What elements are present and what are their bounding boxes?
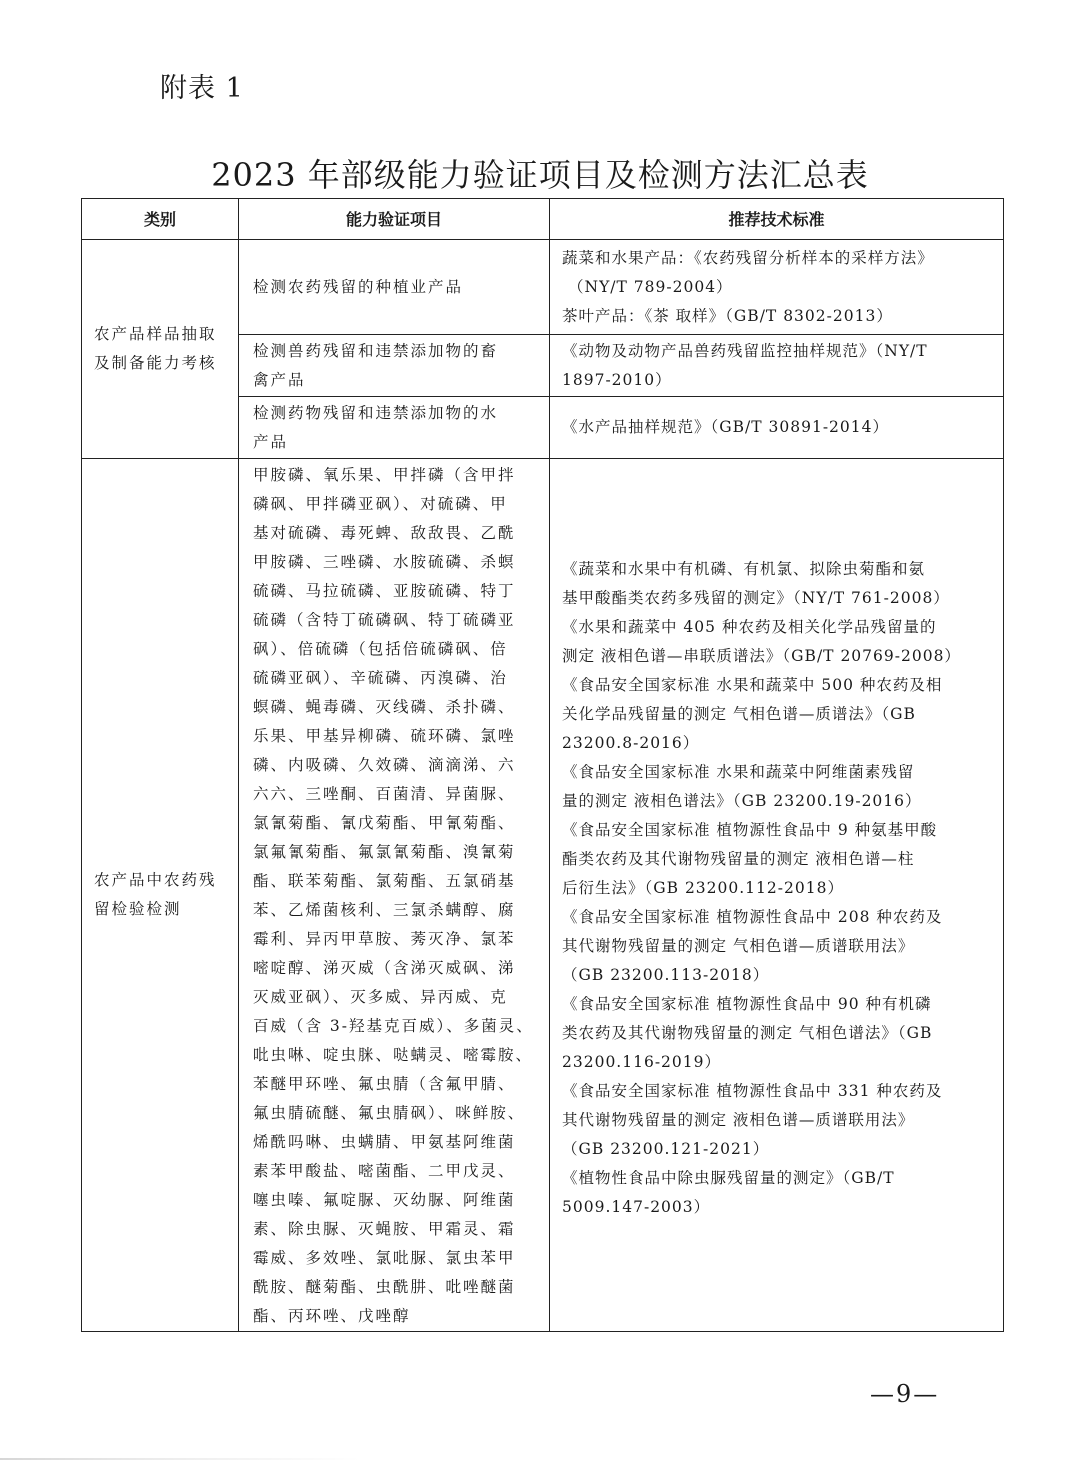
page-number: —9— [870, 1380, 940, 1408]
pesticide-line: 吡虫啉、啶虫脒、哒螨灵、嘧霉胺、 [253, 1046, 534, 1064]
project-line: 检测药物残留和违禁添加物的水 [253, 403, 499, 422]
standard-line: 5009.147-2003） [562, 1198, 711, 1216]
standard-line: 后衍生法》（GB 23200.112-2018） [562, 879, 844, 897]
pesticide-line: 苯醚甲环唑、氟虫腈（含氟甲腈、 [253, 1075, 516, 1093]
pesticide-line: 磷、内吸磷、久效磷、滴滴涕、六 [253, 756, 516, 774]
standard-cell [550, 335, 1004, 397]
pesticide-line: 乐果、甲基异柳磷、硫环磷、氯唑 [253, 727, 516, 745]
standard-line: 《食品安全国家标准 水果和蔬菜中阿维菌素残留 [562, 763, 915, 781]
header-standard: 推荐技术标准 [550, 199, 1004, 240]
pesticide-line: 酯、联苯菊酯、氯菊酯、五氯硝基 [253, 872, 516, 890]
standard-line: （NY/T 789-2004） [568, 277, 733, 296]
standard-line: （GB 23200.113-2018） [562, 966, 770, 984]
pesticide-line: 基对硫磷、毒死蜱、敌敌畏、乙酰 [253, 524, 516, 542]
pesticide-line: 氟虫腈硫醚、氟虫腈砜）、咪鲜胺、 [253, 1104, 526, 1122]
pesticide-line: 素、除虫脲、灭蝇胺、甲霜灵、霜 [253, 1220, 516, 1238]
pesticide-line: 氯氟氰菊酯、氟氯氰菊酯、溴氰菊 [253, 843, 516, 861]
standard-line: （GB 23200.121-2021） [562, 1140, 770, 1158]
standard-line: 《食品安全国家标准 植物源性食品中 208 种农药及 [562, 908, 943, 926]
category-cell-sampling [82, 240, 239, 459]
standard-line: 《食品安全国家标准 水果和蔬菜中 500 种农药及相 [562, 676, 943, 694]
standard-line: 基甲酸酯类农药多残留的测定》（NY/T 761-2008） [562, 589, 950, 607]
appendix-label: 附表 1 [160, 73, 244, 104]
pesticide-line: 霉利、异丙甲草胺、莠灭净、氯苯 [253, 930, 516, 948]
standard-line: 《水产品抽样规范》（GB/T 30891-2014） [562, 418, 890, 436]
pesticide-line: 噻虫嗪、氟啶脲、灭幼脲、阿维菌 [253, 1191, 516, 1209]
table-header-row [82, 199, 1004, 240]
project-line: 产品 [253, 432, 289, 451]
standard-line: 《蔬菜和水果中有机磷、有机氯、拟除虫菊酯和氨 [562, 560, 926, 578]
pesticide-line: 酰胺、醚菊酯、虫酰肼、吡唑醚菌 [253, 1278, 516, 1296]
standard-cell [550, 240, 1004, 335]
pesticide-list-cell [239, 459, 550, 1332]
summary-table [81, 198, 1004, 1332]
standard-line: 1897-2010） [562, 370, 672, 389]
pesticide-line: 砜）、倍硫磷（包括倍硫磷砜、倍 [253, 640, 508, 658]
table-row [82, 240, 1004, 335]
standard-line: 其代谢物残留量的测定 气相色谱—质谱联用法》 [562, 937, 915, 955]
pesticide-line: 硫磷、马拉硫磷、亚胺硫磷、特丁 [253, 582, 516, 600]
project-cell [239, 335, 550, 397]
pesticide-line: 六六、三唑酮、百菌清、异菌脲、 [253, 785, 516, 803]
pesticide-line: 螟磷、蝇毒磷、灭线磷、杀扑磷、 [253, 698, 516, 716]
standard-line: 类农药及其代谢物残留量的测定 气相色谱法》（GB [562, 1024, 933, 1042]
pesticide-line: 甲胺磷、三唑磷、水胺硫磷、杀螟 [253, 553, 516, 571]
standard-line: 蔬菜和水果产品：《农药残留分析样本的采样方法》 [562, 248, 934, 267]
header-project: 能力验证项目 [239, 199, 550, 240]
table-row [82, 459, 1004, 1332]
standard-line: 《水果和蔬菜中 405 种农药及相关化学品残留量的 [562, 618, 937, 636]
pesticide-line: 嘧啶醇、涕灭威（含涕灭威砜、涕 [253, 959, 516, 977]
scan-edge-artifact [0, 1458, 360, 1460]
standard-line: 23200.116-2019） [562, 1053, 722, 1071]
header-category: 类别 [82, 199, 239, 240]
category-cell-pesticide [82, 459, 239, 1332]
pesticide-line: 酯、丙环唑、戊唑醇 [253, 1307, 411, 1325]
standard-line: 《动物及动物产品兽药残留监控抽样规范》（NY/T [562, 341, 928, 360]
category-line: 及制备能力考核 [94, 354, 217, 372]
standard-line: 量的测定 液相色谱法》（GB 23200.19-2016） [562, 792, 922, 810]
project-cell [239, 397, 550, 459]
project-line: 禽产品 [253, 370, 306, 389]
pesticide-line: 磷砜、甲拌磷亚砜）、对硫磷、甲 [253, 495, 508, 513]
standard-line: 23200.8-2016） [562, 734, 700, 752]
category-line: 留检验检测 [94, 900, 182, 918]
standard-line: 《植物性食品中除虫脲残留量的测定》（GB/T [562, 1169, 895, 1187]
standard-line: 《食品安全国家标准 植物源性食品中 90 种有机磷 [562, 995, 932, 1013]
standard-line: 其代谢物残留量的测定 液相色谱—质谱联用法》 [562, 1111, 915, 1129]
pesticide-line: 霉威、多效唑、氯吡脲、氯虫苯甲 [253, 1249, 516, 1267]
standard-line: 《食品安全国家标准 植物源性食品中 331 种农药及 [562, 1082, 943, 1100]
standard-line: 《食品安全国家标准 植物源性食品中 9 种氨基甲酸 [562, 821, 938, 839]
pesticide-line: 甲胺磷、氧乐果、甲拌磷（含甲拌 [253, 466, 516, 484]
project-cell [239, 240, 550, 335]
pesticide-line: 素苯甲酸盐、嘧菌酯、二甲戊灵、 [253, 1162, 516, 1180]
pesticide-line: 氯氰菊酯、氰戊菊酯、甲氰菊酯、 [253, 814, 516, 832]
pesticide-line: 百威（含 3-羟基克百威）、多菌灵、 [253, 1017, 534, 1035]
project-line: 检测兽药残留和违禁添加物的畜 [253, 341, 499, 360]
pesticide-line: 烯酰吗啉、虫螨腈、甲氨基阿维菌 [253, 1133, 516, 1151]
standard-line: 关化学品残留量的测定 气相色谱—质谱法》（GB [562, 705, 916, 723]
pesticide-line: 灭威亚砜）、灭多威、异丙威、克 [253, 988, 508, 1006]
standard-line: 酯类农药及其代谢物残留量的测定 液相色谱—柱 [562, 850, 915, 868]
standard-line: 茶叶产品：《茶 取样》（GB/T 8302-2013） [562, 306, 893, 325]
pesticide-line: 硫磷（含特丁硫磷砜、特丁硫磷亚 [253, 611, 516, 629]
standard-cell [550, 397, 1004, 459]
pesticide-line: 苯、乙烯菌核利、三氯杀螨醇、腐 [253, 901, 516, 919]
category-line: 农产品中农药残 [94, 871, 217, 889]
page-title: 2023 年部级能力验证项目及检测方法汇总表 [211, 156, 869, 194]
standard-line: 测定 液相色谱—串联质谱法》（GB/T 20769-2008） [562, 647, 961, 665]
pesticide-line: 硫磷亚砜）、辛硫磷、丙溴磷、治 [253, 669, 508, 687]
category-line: 农产品样品抽取 [94, 325, 217, 343]
project-line: 检测农药残留的种植业产品 [253, 277, 464, 296]
standards-list-cell [550, 459, 1004, 1332]
